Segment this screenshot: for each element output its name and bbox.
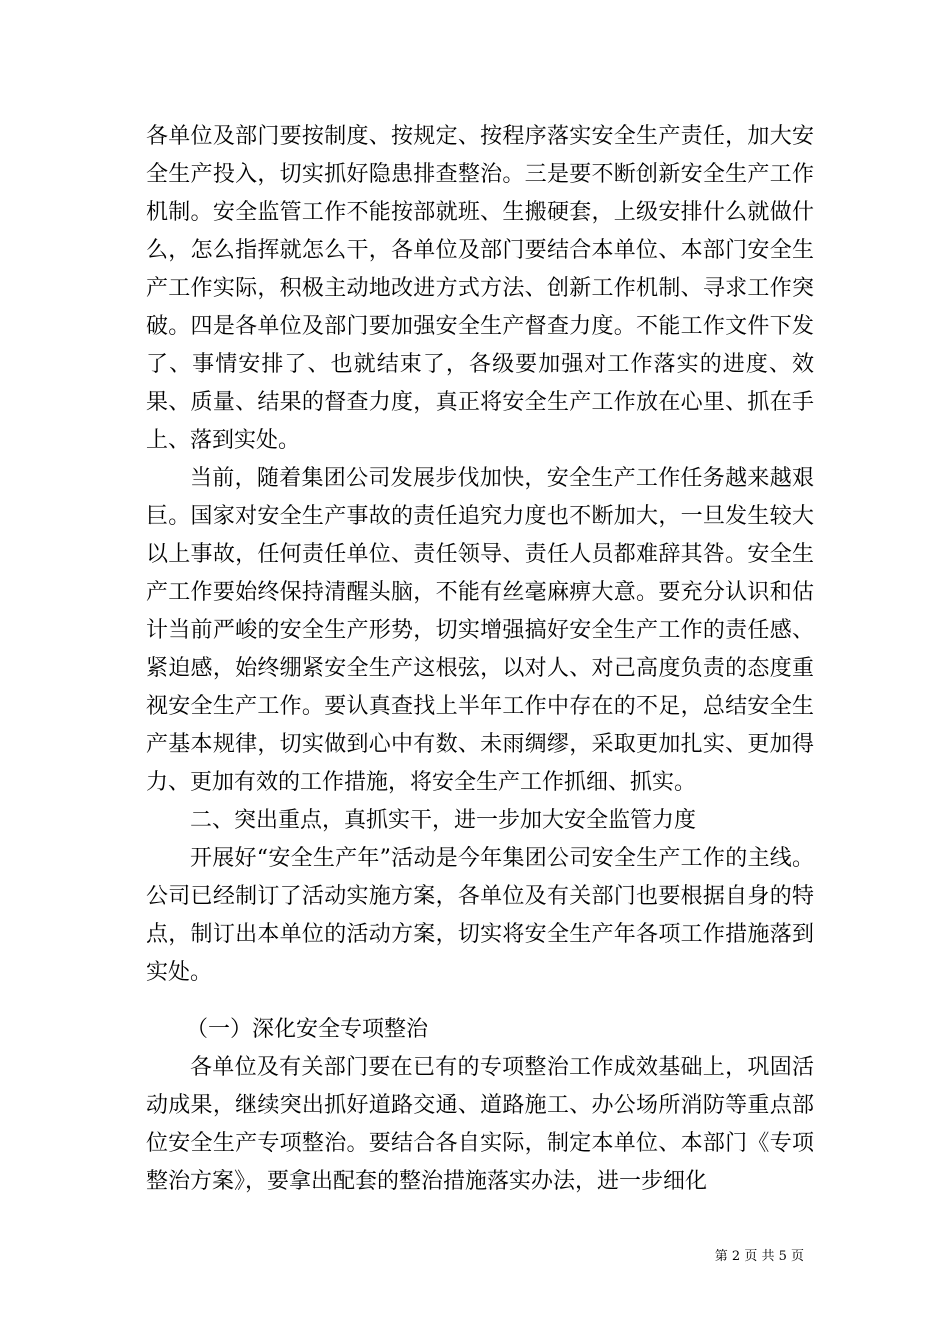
page-number: 第 2 页 共 5 页 bbox=[714, 1249, 804, 1264]
paragraph-special-rectification: 各单位及有关部门要在已有的专项整治工作成效基础上，巩固活动成果，继续突出抓好道路交通、道路施工、办公场所消防等重点部位安全生产专项整治。要结合各自实际，制定本单位、本部门《专项整治方案》，要拿出配套的整治措施落实办法，进一步细化 bbox=[146, 1055, 814, 1194]
section-heading-2: 二、突出重点，真抓实干，进一步加大安全监管力度 bbox=[190, 808, 697, 833]
paragraph-responsibility: 各单位及部门要按制度、按规定、按程序落实安全生产责任，加大安全生产投入，切实抓好隐患排查整治。三是要不断创新安全生产工作机制。安全监管工作不能按部就班、生搬硬套，上级安排什么就做什么，怎么指挥就怎么干，各单位及部门要结合本单位、本部门安全生产工作实际，积极主动地改进方式方法、创新工作机制、寻求工作突破。四是各单位及部门要加强安全生产督查力度。不能工作文件下发了、事情安排了、也就结束了，各级要加强对工作落实的进度、效果、质量、结果的督查力度，真正将安全生产工作放在心里、抓在手上、落到实处。 bbox=[146, 124, 814, 453]
paragraph-current-situation: 当前，随着集团公司发展步伐加快，安全生产工作任务越来越艰巨。国家对安全生产事故的责任追究力度也不断加大，一旦发生较大以上事故，任何责任单位、责任领导、责任人员都难辞其咎。安全生产工作要始终保持清醒头脑，不能有丝毫麻痹大意。要充分认识和估计当前严峻的安全生产形势，切实增强搞好安全生产工作的责任感、紧迫感，始终绷紧安全生产这根弦，以对人、对己高度负责的态度重视安全生产工作。要认真查找上半年工作中存在的不足，总结安全生产基本规律，切实做到心中有数、未雨绸缪，采取更加扎实、更加得力、更加有效的工作措施，将安全生产工作抓细、抓实。 bbox=[146, 466, 814, 795]
paragraph-safety-year: 开展好“安全生产年”活动是今年集团公司安全生产工作的主线。公司已经制订了活动实施方案，各单位及有关部门也要根据自身的特点，制订出本单位的活动方案，切实将安全生产年各项工作措施落到实处。 bbox=[146, 846, 814, 985]
subsection-heading-1: （一）深化安全专项整治 bbox=[186, 1017, 429, 1042]
